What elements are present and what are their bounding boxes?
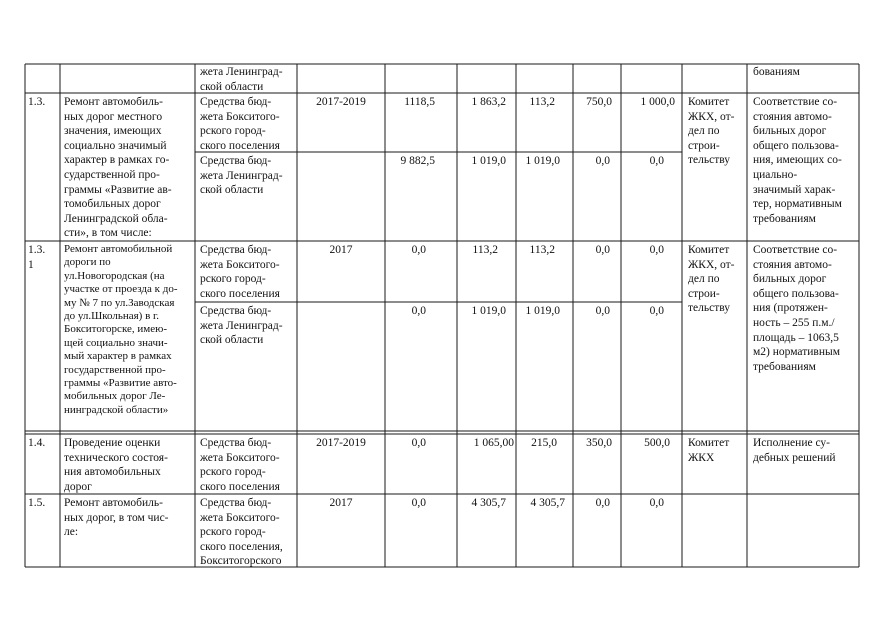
row-result-1-3: Соответствие со- стояния автомо- бильных дорог общего пользова- ния, имеющих со- циально- значимый харак- тер, нормативным требованиям xyxy=(753,96,842,225)
row-name-1-5: Ремонт автомобиль- ных дорог, в том чис- ле: xyxy=(64,497,169,539)
row-value-1-3-a-2018: 113,2 xyxy=(529,96,555,108)
row-value-1-3-1-a-2020: 0,0 xyxy=(649,244,664,256)
row-value-1-4-2020: 500,0 xyxy=(644,437,670,449)
row-value-1-3-b-total: 9 882,5 xyxy=(400,155,435,167)
row-name-1-3-1: Ремонт автомобильной дороги по ул.Новогородская (на участке от проезда к до- му № 7 по ул.Заводская до ул.Школьная) в г. Бокситогорске, имею- щей социально значи- мый характер в рамках государственной про- граммы «Развитие авто- мобильных дорог Ле- нинградской области» xyxy=(64,243,178,416)
row-value-1-3-a-total: 1118,5 xyxy=(404,96,435,108)
row-period-1-3: 2017-2019 xyxy=(316,96,366,108)
row-value-1-3-1-b-2018: 1 019,0 xyxy=(525,305,560,317)
result-continuation: бованиям xyxy=(753,66,800,78)
row-source-1-5: Средства бюд- жета Бокситого- рского город- ского поселения, Бокситогорского xyxy=(200,497,283,568)
row-period-1-5: 2017 xyxy=(329,497,353,509)
row-period-1-3-1: 2017 xyxy=(329,244,353,256)
row-value-1-3-1-b-2017: 1 019,0 xyxy=(471,305,506,317)
row-value-1-3-1-a-2019: 0,0 xyxy=(595,244,610,256)
row-executor-1-3-1: Комитет ЖКХ, от- дел по строи- тельству xyxy=(688,244,735,315)
row-value-1-5-2018: 4 305,7 xyxy=(530,497,565,509)
row-name-1-4: Проведение оценки технического состоя- ния автомобильных дорог xyxy=(64,437,168,493)
row-number-1-3-1: 1.3. 1 xyxy=(28,244,46,271)
row-number-1-3: 1.3. xyxy=(28,96,46,108)
row-value-1-4-total: 0,0 xyxy=(411,437,426,449)
row-value-1-4-2018: 215,0 xyxy=(531,437,557,449)
row-value-1-3-a-2020: 1 000,0 xyxy=(640,96,675,108)
row-period-1-4: 2017-2019 xyxy=(316,437,366,449)
row-value-1-4-2019: 350,0 xyxy=(586,437,612,449)
row-value-1-3-1-a-2018: 113,2 xyxy=(529,244,555,256)
row-value-1-3-1-a-total: 0,0 xyxy=(411,244,426,256)
row-value-1-3-b-2020: 0,0 xyxy=(649,155,664,167)
row-value-1-3-1-b-2019: 0,0 xyxy=(595,305,610,317)
row-number-1-5: 1.5. xyxy=(28,497,46,509)
row-source-1-3-local: Средства бюд- жета Бокситого- рского город- ского поселения xyxy=(200,96,280,152)
row-result-1-3-1: Соответствие со- стояния автомо- бильных дорог общего пользова- ния (протяжен- ность – 255 п.м./ площадь – 1063,5 м2) нормативным требованиям xyxy=(753,244,840,373)
row-executor-1-3: Комитет ЖКХ, от- дел по строи- тельству xyxy=(688,96,735,167)
row-value-1-5-2019: 0,0 xyxy=(595,497,610,509)
row-source-1-3-region: Средства бюд- жета Ленинград- ской области xyxy=(200,155,283,197)
row-source-1-3-1-local: Средства бюд- жета Бокситого- рского город- ского поселения xyxy=(200,244,280,300)
row-value-1-3-b-2017: 1 019,0 xyxy=(471,155,506,167)
row-value-1-5-2020: 0,0 xyxy=(649,497,664,509)
row-value-1-3-1-a-2017: 113,2 xyxy=(472,244,498,256)
row-value-1-4-2017: 1 065,00 xyxy=(473,437,514,449)
row-name-1-3: Ремонт автомобиль- ных дорог местного значения, имеющих социально значимый характер в рамках го- сударственной про- граммы «Развитие ав- томобильных дорог Ленинградской обла- сти», в том числе: xyxy=(64,96,172,240)
source-continuation: жета Ленинград- ской области xyxy=(200,66,283,93)
row-value-1-5-2017: 4 305,7 xyxy=(471,497,506,509)
row-value-1-3-1-b-total: 0,0 xyxy=(411,305,426,317)
row-source-1-3-1-region: Средства бюд- жета Ленинград- ской области xyxy=(200,305,283,347)
row-source-1-4: Средства бюд- жета Бокситого- рского город- ского поселения xyxy=(200,437,280,493)
row-value-1-5-total: 0,0 xyxy=(411,497,426,509)
row-value-1-3-a-2017: 1 863,2 xyxy=(471,96,506,108)
row-number-1-4: 1.4. xyxy=(28,437,46,449)
row-value-1-3-b-2019: 0,0 xyxy=(595,155,610,167)
row-value-1-3-b-2018: 1 019,0 xyxy=(525,155,560,167)
row-value-1-3-a-2019: 750,0 xyxy=(586,96,612,108)
row-result-1-4: Исполнение су- дебных решений xyxy=(753,437,836,464)
row-value-1-3-1-b-2020: 0,0 xyxy=(649,305,664,317)
row-executor-1-4: Комитет ЖКХ xyxy=(688,437,730,464)
